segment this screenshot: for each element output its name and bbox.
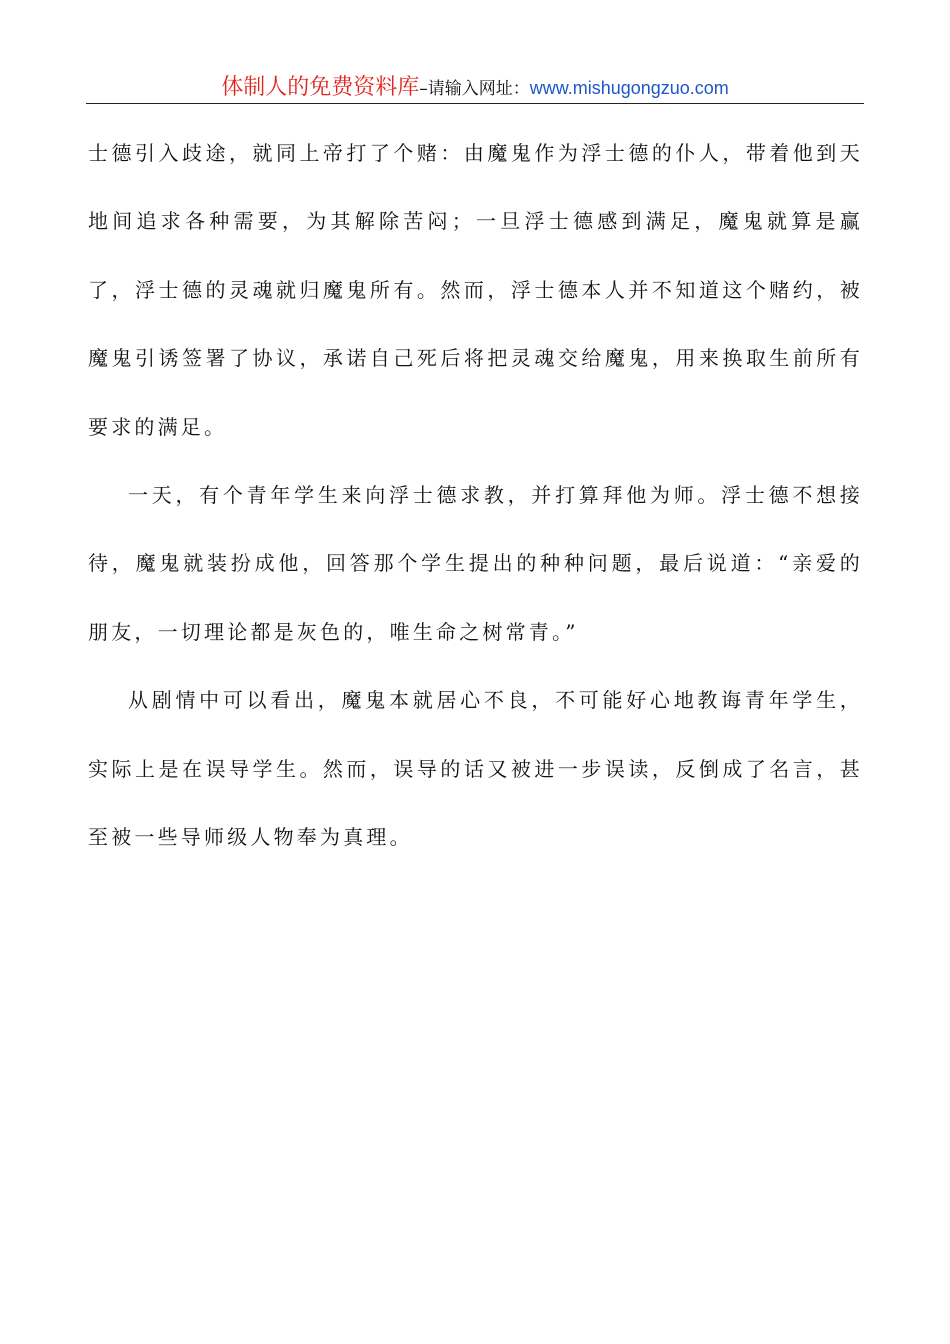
header-prompt: –请输入网址：: [419, 79, 530, 99]
page-header: [86, 72, 864, 104]
paragraph-2: 一天，有个青年学生来向浮士德求教，并打算拜他为师。浮士德不想接待，魔鬼就装扮成他，回答那个学生提出的种种问题，最后说道：“亲爱的朋友，一切理论都是灰色的，唯生命之树常青。”: [88, 483, 863, 644]
header-url-link[interactable]: www.mishugongzuo.com: [529, 78, 729, 98]
paragraph-3: 从剧情中可以看出，魔鬼本就居心不良，不可能好心地教诲青年学生，实际上是在误导学生。然而，误导的话又被进一步误读，反倒成了名言，甚至被一些导师级人物奉为真理。: [88, 688, 863, 850]
header-brand: 体制人的免费资料库: [221, 75, 420, 100]
document-body: [88, 119, 863, 871]
paragraph-1: 士德引入歧途，就同上帝打了个赌：由魔鬼作为浮士德的仆人，带着他到天地间追求各种需要，为其解除苦闷；一旦浮士德感到满足，魔鬼就算是赢了，浮士德的灵魂就归魔鬼所有。然而，浮士德本人并不知道这个赌约，被魔鬼引诱签署了协议，承诺自己死后将把灵魂交给魔鬼，用来换取生前所有要求的满足。: [88, 141, 863, 439]
